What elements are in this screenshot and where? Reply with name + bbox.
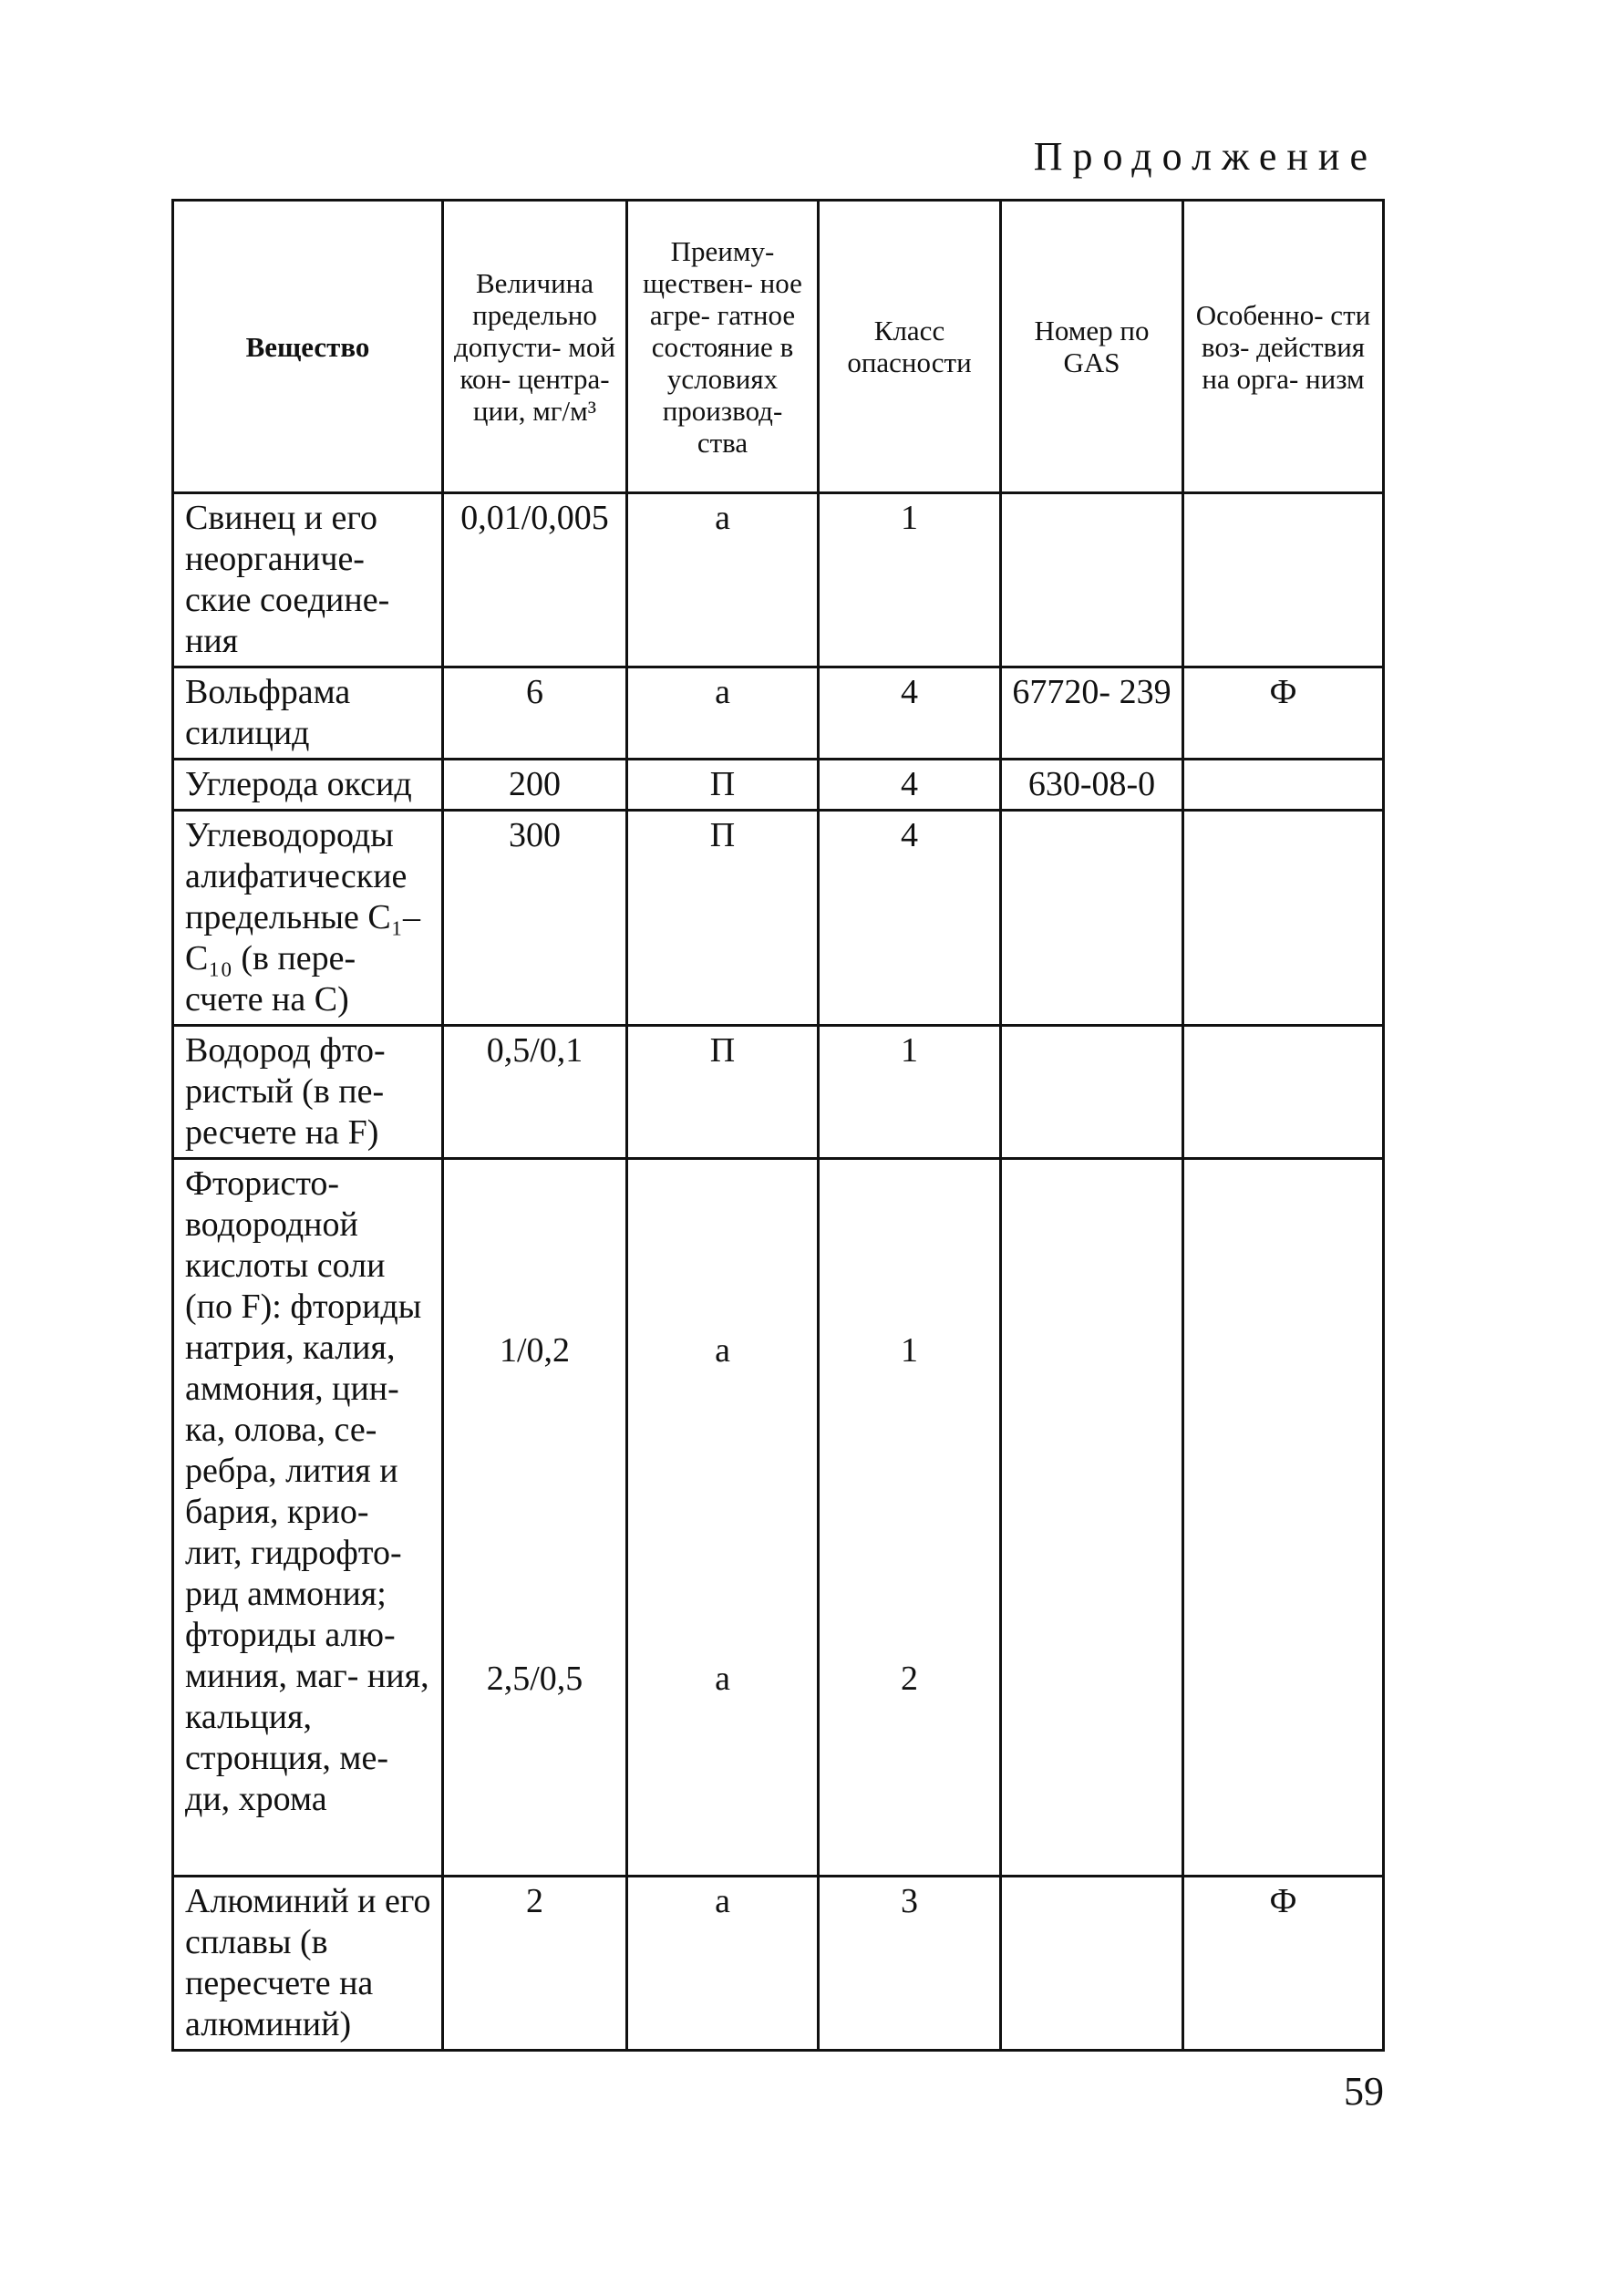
page-number: 59 <box>1344 2069 1384 2114</box>
effects-value <box>1183 760 1384 811</box>
table-row <box>173 493 1384 667</box>
hazard-class-value: 2 <box>901 1660 918 1698</box>
continuation-label: Продолжение <box>1033 134 1378 179</box>
cas-number-value <box>1001 811 1183 1026</box>
substance-name: Водород фто- ристый (в пе- ресчете на F) <box>173 1026 443 1159</box>
cas-number-value <box>1001 1026 1183 1159</box>
substance-name: Вольфрама силицид <box>173 667 443 760</box>
header-state: Преиму- ществен- ное агре- гатное состояние в условиях производ- ства <box>627 201 819 493</box>
state-value: П <box>627 1026 819 1159</box>
effects-value <box>1183 493 1384 667</box>
pdk-value: 1/0,2 <box>499 1331 571 1370</box>
hazard-class-cell <box>819 1159 1001 1877</box>
state-value: П <box>627 760 819 811</box>
header-effects: Особенно- сти воз- действия на орга- низм <box>1183 201 1384 493</box>
substance-name: Углерода оксид <box>173 760 443 811</box>
table-row <box>173 1159 1384 1877</box>
table-row <box>173 667 1384 760</box>
pdk-value: 2 <box>443 1877 627 2051</box>
hazard-class-value: 4 <box>819 760 1001 811</box>
effects-value <box>1183 1159 1384 1877</box>
substance-name: Фтористо- водородной кислоты соли (по F): фториды натрия, калия, аммония, цин- ка, олова, се- ребра, лития и бария, крио- лит, гидрофто- рид аммония; фториды алю- миния, маг- ния, кальция, стронция, ме- ди, хрома <box>173 1159 443 1877</box>
state-value: а <box>627 667 819 760</box>
header-hazard-class: Класс опасности <box>819 201 1001 493</box>
state-value: П <box>627 811 819 1026</box>
hazard-class-value: 1 <box>819 493 1001 667</box>
effects-value: Ф <box>1183 667 1384 760</box>
pdk-value: 300 <box>443 811 627 1026</box>
cas-number-value <box>1001 1159 1183 1877</box>
state-value-cell <box>627 1159 819 1877</box>
cas-number-value <box>1001 493 1183 667</box>
table-row <box>173 1026 1384 1159</box>
table-row <box>173 760 1384 811</box>
substance-name: Свинец и его неорганиче- ские соедине- ния <box>173 493 443 667</box>
header-cas-number: Номер по GAS <box>1001 201 1183 493</box>
effects-value: Ф <box>1183 1877 1384 2051</box>
table-header-row <box>173 201 1384 493</box>
pdk-value: 6 <box>443 667 627 760</box>
header-substance: Вещество <box>173 201 443 493</box>
substance-name: Углеводороды алифатические предельные C₁–C₁₀ (в пере- счете на С) <box>173 811 443 1026</box>
hazard-class-value: 4 <box>819 667 1001 760</box>
cas-number-value: 67720- 239 <box>1001 667 1183 760</box>
state-value: а <box>715 1660 730 1698</box>
table-row <box>173 811 1384 1026</box>
pdk-value: 0,01/0,005 <box>443 493 627 667</box>
pdk-value: 200 <box>443 760 627 811</box>
cas-number-value <box>1001 1877 1183 2051</box>
substances-table <box>171 199 1385 2052</box>
substance-name: Алюминий и его сплавы (в пересчете на алюминий) <box>173 1877 443 2051</box>
effects-value <box>1183 1026 1384 1159</box>
state-value: а <box>627 493 819 667</box>
table-row <box>173 1877 1384 2051</box>
state-value: а <box>627 1877 819 2051</box>
state-value: а <box>715 1331 730 1370</box>
pdk-value-cell <box>443 1159 627 1877</box>
hazard-class-value: 4 <box>819 811 1001 1026</box>
effects-value <box>1183 811 1384 1026</box>
cas-number-value: 630-08-0 <box>1001 760 1183 811</box>
pdk-value: 2,5/0,5 <box>486 1660 583 1698</box>
hazard-class-value: 1 <box>901 1331 918 1370</box>
pdk-value: 0,5/0,1 <box>443 1026 627 1159</box>
hazard-class-value: 1 <box>819 1026 1001 1159</box>
hazard-class-value: 3 <box>819 1877 1001 2051</box>
header-pdk: Величина предельно допусти- мой кон- центра- ции, мг/м³ <box>443 201 627 493</box>
